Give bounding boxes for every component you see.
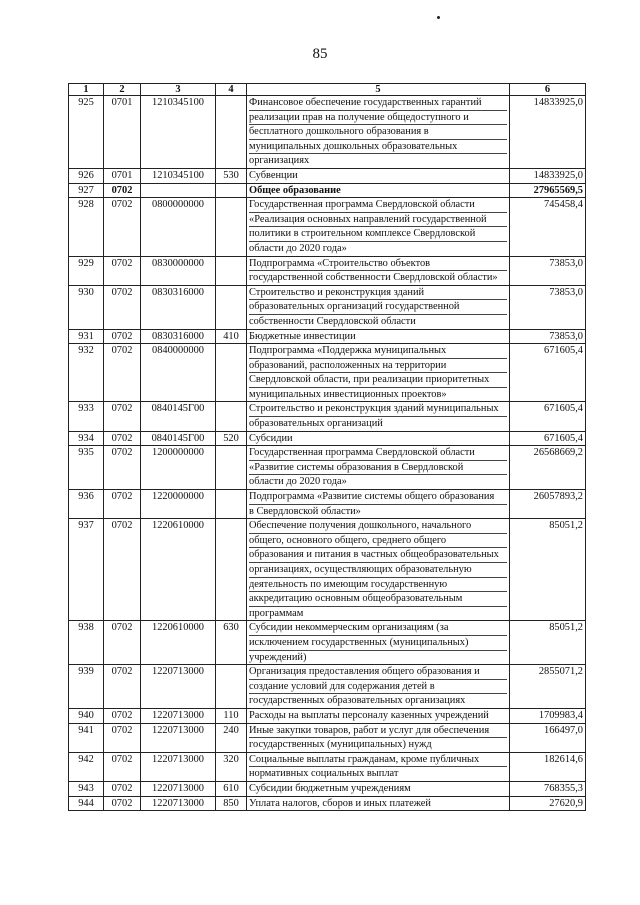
item-name-line: Бюджетные инвестиции xyxy=(249,330,356,342)
expense-type-cell: 850 xyxy=(216,796,247,811)
amount-cell: 14833925,0 xyxy=(510,96,586,169)
item-name-line: Свердловской области, при реализации приоритетных xyxy=(249,373,507,388)
table-row xyxy=(69,168,586,183)
row-number-cell: 926 xyxy=(69,168,104,183)
expense-type-cell: 630 xyxy=(216,621,247,665)
expense-type-cell: 410 xyxy=(216,329,247,344)
item-name-line: деятельность по имеющим государственную xyxy=(249,578,507,593)
item-name-line: нормативных социальных выплат xyxy=(249,768,399,780)
row-number-cell: 934 xyxy=(69,431,104,446)
item-name-line: области до 2020 года» xyxy=(249,476,347,488)
item-name-cell xyxy=(247,402,510,431)
item-name-line: Финансовое обеспечение государственных гарантий xyxy=(249,96,507,111)
item-name-line: Общее образование xyxy=(249,184,341,196)
target-article-cell: 0840000000 xyxy=(141,344,216,402)
row-number-cell: 937 xyxy=(69,519,104,621)
table-row xyxy=(69,665,586,709)
item-name-cell xyxy=(247,285,510,329)
item-name-line: Организация предоставления общего образования и xyxy=(249,665,507,680)
item-name-line: образовательных организаций государственной xyxy=(249,300,507,315)
table-row xyxy=(69,431,586,446)
target-article-cell: 0840145Г00 xyxy=(141,402,216,431)
item-name-line: Субсидии xyxy=(249,432,293,444)
header-cell-6: 6 xyxy=(510,84,586,96)
table-row xyxy=(69,183,586,198)
item-name-cell xyxy=(247,665,510,709)
expense-type-cell: 530 xyxy=(216,168,247,183)
target-article-cell xyxy=(141,183,216,198)
target-article-cell: 1220610000 xyxy=(141,519,216,621)
amount-cell: 26568669,2 xyxy=(510,446,586,490)
item-name-cell xyxy=(247,708,510,723)
item-name-line: Строительство и реконструкция зданий муниципальных xyxy=(249,402,507,417)
target-article-cell: 1210345100 xyxy=(141,168,216,183)
amount-cell: 27965569,5 xyxy=(510,183,586,198)
item-name-line: муниципальных дошкольных образовательных xyxy=(249,140,507,155)
expense-type-cell: 110 xyxy=(216,708,247,723)
expense-type-cell: 320 xyxy=(216,752,247,781)
item-name-cell xyxy=(247,446,510,490)
item-name-cell xyxy=(247,621,510,665)
amount-cell: 1709983,4 xyxy=(510,708,586,723)
expense-type-cell: 610 xyxy=(216,781,247,796)
item-name-line: политики в строительном комплексе Свердловской xyxy=(249,227,507,242)
item-name-cell xyxy=(247,96,510,169)
section-code-cell: 0702 xyxy=(104,256,141,285)
section-code-cell: 0702 xyxy=(104,781,141,796)
expense-type-cell xyxy=(216,183,247,198)
row-number-cell: 928 xyxy=(69,198,104,256)
item-name-line: Обеспечение получения дошкольного, начального xyxy=(249,519,507,534)
target-article-cell: 1220610000 xyxy=(141,621,216,665)
target-article-cell: 1220713000 xyxy=(141,708,216,723)
item-name-cell xyxy=(247,431,510,446)
section-code-cell: 0702 xyxy=(104,285,141,329)
table-row xyxy=(69,96,586,169)
item-name-line: создание условий для содержания детей в xyxy=(249,680,507,695)
table-row xyxy=(69,621,586,665)
item-name-cell xyxy=(247,490,510,519)
item-name-line: организациях xyxy=(249,155,310,167)
row-number-cell: 933 xyxy=(69,402,104,431)
row-number-cell: 925 xyxy=(69,96,104,169)
table-row xyxy=(69,490,586,519)
expense-type-cell xyxy=(216,285,247,329)
target-article-cell: 0830316000 xyxy=(141,329,216,344)
item-name-line: Иные закупки товаров, работ и услуг для обеспечения xyxy=(249,724,507,739)
expense-type-cell xyxy=(216,256,247,285)
amount-cell: 73853,0 xyxy=(510,329,586,344)
item-name-cell xyxy=(247,256,510,285)
expense-type-cell: 520 xyxy=(216,431,247,446)
section-code-cell: 0702 xyxy=(104,431,141,446)
amount-cell: 85051,2 xyxy=(510,519,586,621)
budget-table xyxy=(68,83,586,811)
section-code-cell: 0702 xyxy=(104,183,141,198)
table-row xyxy=(69,723,586,752)
item-name-cell xyxy=(247,752,510,781)
amount-cell: 671605,4 xyxy=(510,431,586,446)
item-name-line: государственных образовательных организациях xyxy=(249,695,466,707)
section-code-cell: 0701 xyxy=(104,96,141,169)
table-row xyxy=(69,708,586,723)
item-name-line: образовательных организаций xyxy=(249,418,383,430)
amount-cell: 768355,3 xyxy=(510,781,586,796)
item-name-line: Субсидии некоммерческим организациям (за xyxy=(249,621,507,636)
item-name-line: бесплатного дошкольного образования в xyxy=(249,125,507,140)
amount-cell: 27620,9 xyxy=(510,796,586,811)
item-name-cell xyxy=(247,723,510,752)
item-name-line: муниципальных инвестиционных проектов» xyxy=(249,388,447,400)
amount-cell: 85051,2 xyxy=(510,621,586,665)
item-name-line: Государственная программа Свердловской области xyxy=(249,446,507,461)
row-number-cell: 939 xyxy=(69,665,104,709)
item-name-line: в Свердловской области» xyxy=(249,505,361,517)
amount-cell: 14833925,0 xyxy=(510,168,586,183)
item-name-line: образований, расположенных на территории xyxy=(249,359,507,374)
table-row xyxy=(69,198,586,256)
target-article-cell: 0840145Г00 xyxy=(141,431,216,446)
item-name-cell xyxy=(247,329,510,344)
target-article-cell: 1220713000 xyxy=(141,781,216,796)
target-article-cell: 0830000000 xyxy=(141,256,216,285)
amount-cell: 671605,4 xyxy=(510,402,586,431)
section-code-cell: 0702 xyxy=(104,665,141,709)
amount-cell: 2855071,2 xyxy=(510,665,586,709)
row-number-cell: 944 xyxy=(69,796,104,811)
item-name-line: государственной собственности Свердловской области» xyxy=(249,272,498,284)
header-cell-3: 3 xyxy=(141,84,216,96)
table-row xyxy=(69,796,586,811)
amount-cell: 26057893,2 xyxy=(510,490,586,519)
target-article-cell: 1220713000 xyxy=(141,752,216,781)
section-code-cell: 0702 xyxy=(104,329,141,344)
item-name-line: «Реализация основных направлений государственной xyxy=(249,213,507,228)
expense-type-cell xyxy=(216,96,247,169)
item-name-line: государственных (муниципальных) нужд xyxy=(249,739,432,751)
item-name-line: собственности Свердловской области xyxy=(249,315,416,327)
amount-cell: 166497,0 xyxy=(510,723,586,752)
table-row xyxy=(69,256,586,285)
item-name-line: Уплата налогов, сборов и иных платежей xyxy=(249,797,431,809)
table-row xyxy=(69,752,586,781)
row-number-cell: 936 xyxy=(69,490,104,519)
table-row xyxy=(69,329,586,344)
item-name-line: Социальные выплаты гражданам, кроме публичных xyxy=(249,753,507,768)
item-name-line: Подпрограмма «Развитие системы общего образования xyxy=(249,490,507,505)
item-name-line: программам xyxy=(249,607,304,619)
table-row xyxy=(69,446,586,490)
amount-cell: 182614,6 xyxy=(510,752,586,781)
item-name-line: исключением государственных (муниципальных) xyxy=(249,636,507,651)
item-name-line: Государственная программа Свердловской области xyxy=(249,198,507,213)
item-name-cell xyxy=(247,198,510,256)
item-name-line: Подпрограмма «Строительство объектов xyxy=(249,257,507,272)
section-code-cell: 0702 xyxy=(104,708,141,723)
header-cell-4: 4 xyxy=(216,84,247,96)
expense-type-cell xyxy=(216,402,247,431)
item-name-line: Субсидии бюджетным учреждениям xyxy=(249,782,411,794)
section-code-cell: 0702 xyxy=(104,490,141,519)
row-number-cell: 935 xyxy=(69,446,104,490)
item-name-line: Строительство и реконструкция зданий xyxy=(249,286,507,301)
row-number-cell: 927 xyxy=(69,183,104,198)
item-name-line: области до 2020 года» xyxy=(249,242,347,254)
target-article-cell: 1220713000 xyxy=(141,665,216,709)
row-number-cell: 930 xyxy=(69,285,104,329)
item-name-line: учреждений) xyxy=(249,651,307,663)
page-number: 85 xyxy=(312,46,328,62)
row-number-cell: 942 xyxy=(69,752,104,781)
target-article-cell: 1220713000 xyxy=(141,796,216,811)
amount-cell: 73853,0 xyxy=(510,285,586,329)
expense-type-cell xyxy=(216,490,247,519)
item-name-line: аккредитацию основным общеобразовательным xyxy=(249,592,507,607)
target-article-cell: 0830316000 xyxy=(141,285,216,329)
item-name-cell xyxy=(247,796,510,811)
section-code-cell: 0702 xyxy=(104,344,141,402)
row-number-cell: 938 xyxy=(69,621,104,665)
expense-type-cell xyxy=(216,446,247,490)
row-number-cell: 941 xyxy=(69,723,104,752)
section-code-cell: 0702 xyxy=(104,621,141,665)
item-name-cell xyxy=(247,183,510,198)
expense-type-cell xyxy=(216,198,247,256)
item-name-line: общего, основного общего, среднего общего xyxy=(249,534,507,549)
target-article-cell: 1200000000 xyxy=(141,446,216,490)
item-name-line: Подпрограмма «Поддержка муниципальных xyxy=(249,344,507,359)
row-number-cell: 929 xyxy=(69,256,104,285)
table-row xyxy=(69,285,586,329)
section-code-cell: 0702 xyxy=(104,752,141,781)
expense-type-cell: 240 xyxy=(216,723,247,752)
amount-cell: 745458,4 xyxy=(510,198,586,256)
item-name-line: реализации прав на получение общедоступного и xyxy=(249,111,507,126)
section-code-cell: 0702 xyxy=(104,446,141,490)
item-name-line: Субвенции xyxy=(249,169,298,181)
header-cell-5: 5 xyxy=(247,84,510,96)
amount-cell: 73853,0 xyxy=(510,256,586,285)
item-name-cell xyxy=(247,168,510,183)
item-name-line: Расходы на выплаты персоналу казенных учреждений xyxy=(249,709,489,721)
expense-type-cell xyxy=(216,665,247,709)
target-article-cell: 1220713000 xyxy=(141,723,216,752)
section-code-cell: 0701 xyxy=(104,168,141,183)
section-code-cell: 0702 xyxy=(104,198,141,256)
item-name-line: организациях, осуществляющих образовательную xyxy=(249,563,507,578)
item-name-line: «Развитие системы образования в Свердловской xyxy=(249,461,507,476)
header-cell-2: 2 xyxy=(104,84,141,96)
row-number-cell: 932 xyxy=(69,344,104,402)
item-name-line: образования и питания в частных общеобразовательных xyxy=(249,548,507,563)
speck-mark xyxy=(437,16,440,19)
section-code-cell: 0702 xyxy=(104,402,141,431)
row-number-cell: 940 xyxy=(69,708,104,723)
section-code-cell: 0702 xyxy=(104,796,141,811)
row-number-cell: 943 xyxy=(69,781,104,796)
header-cell-1: 1 xyxy=(69,84,104,96)
table-body xyxy=(69,96,586,811)
table-row xyxy=(69,402,586,431)
item-name-cell xyxy=(247,519,510,621)
section-code-cell: 0702 xyxy=(104,723,141,752)
item-name-cell xyxy=(247,781,510,796)
expense-type-cell xyxy=(216,519,247,621)
header-row xyxy=(69,84,586,96)
target-article-cell: 1210345100 xyxy=(141,96,216,169)
amount-cell: 671605,4 xyxy=(510,344,586,402)
target-article-cell: 1220000000 xyxy=(141,490,216,519)
item-name-cell xyxy=(247,344,510,402)
table-row xyxy=(69,344,586,402)
expense-type-cell xyxy=(216,344,247,402)
section-code-cell: 0702 xyxy=(104,519,141,621)
table-row xyxy=(69,781,586,796)
row-number-cell: 931 xyxy=(69,329,104,344)
target-article-cell: 0800000000 xyxy=(141,198,216,256)
table-row xyxy=(69,519,586,621)
